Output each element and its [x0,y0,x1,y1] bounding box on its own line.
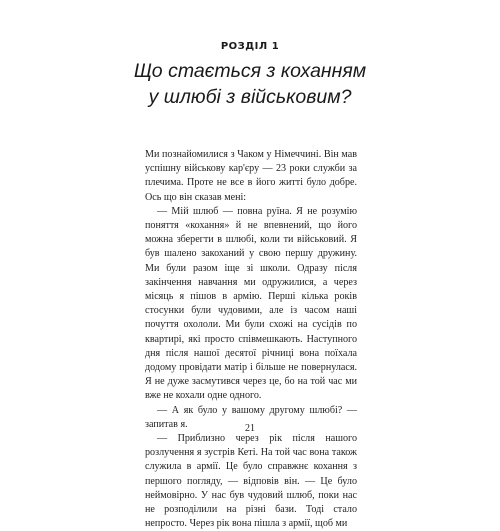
paragraph: — А як було у вашому другому шлюбі? — запитав я. [145,404,357,430]
body-text [145,148,357,531]
chapter-title [0,58,500,110]
chapter-label: РОЗДІЛ 1 [220,41,280,52]
paragraph: Ми познайомилися з Чаком у Німеччині. Він мав успішну військову кар'єру — 23 роки служби за плечима. Проте не все в його житті було добре. Ось що він сказав мені: [145,149,357,203]
paragraph: — Приблизно через рік після нашого розлучення я зустрів Кеті. На той час вона також служила в армії. Це було справжнє кохання з першого погляду, — відповів він. — Це було неймовірно. У нас був чудовий шлюб, поки нас не розподілили на різні бази. Тоді стало непросто. Через рік вона пішла з армії, щоб ми [145,433,357,530]
paragraph: — Мій шлюб — повна руїна. Я не розумію поняття «кохання» й не впевнений, що його можна зберегти в шлюбі, коли ти військовий. Я був шалено закоханий у свою першу дружину. Ми були разом іще зі школи. Одразу після закінчення навчання ми одружилися, а через місяць я пішов в армію. Перші кілька років стосунки були чудовими, але із часом наші почуття охололи. Ми були схожі на сусідів по квартирі, які просто співмешкають. Наступного дня після нашої десятої річниці вона поїхала додому провідати матір і більше не повернулася. Я не дуже засмутився через це, бо на той час ми вже не кохали одне одного. [145,205,357,402]
chapter-title-line-1: Що стається з коханням [133,60,367,82]
page-number: 21 [245,423,255,434]
chapter-title-line-2: у шлюбі з військовим? [148,86,352,108]
